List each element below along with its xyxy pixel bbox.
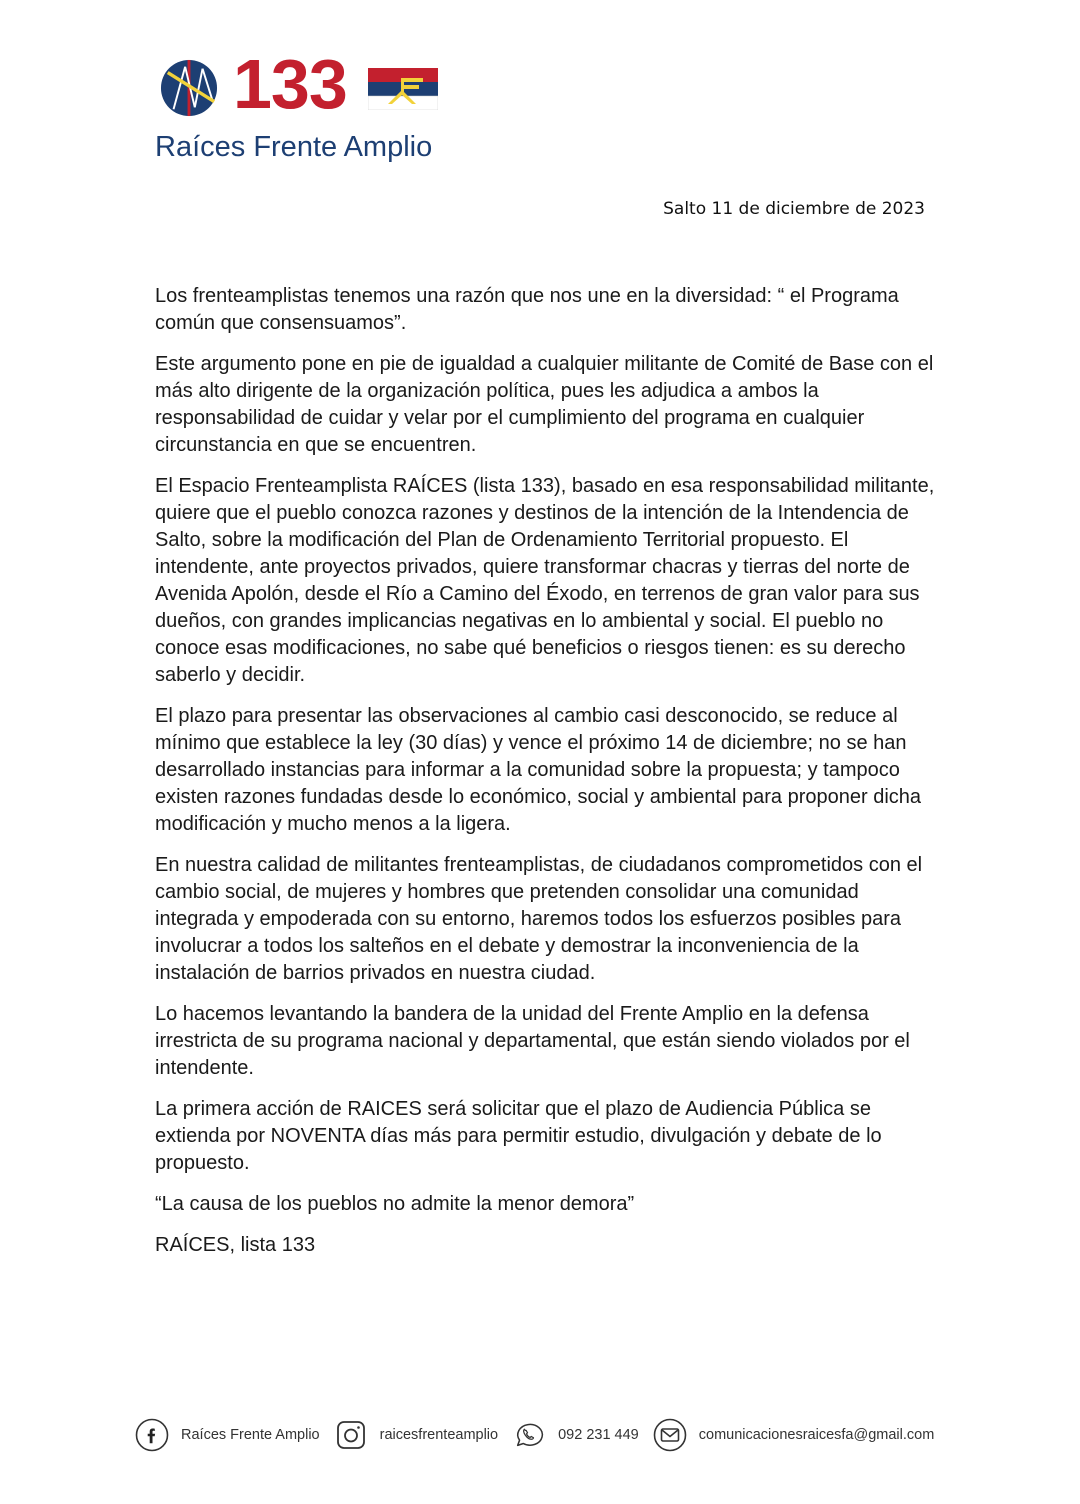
logo-emblem-icon [160,59,218,117]
paragraph: Este argumento pone en pie de igualdad a cualquier militante de Comité de Base con el más alto dirigente de la organización política, pues les adjudica a ambos la responsabilidad de cuidar y velar por el cumplimiento del programa en cualquier circunstancia en que se encuentren. [155,353,934,456]
whatsapp-icon [512,1418,546,1452]
instagram-label: raicesfrenteamplio [379,1427,499,1443]
whatsapp-label: 092 231 449 [558,1427,639,1443]
facebook-label: Raíces Frente Amplio [181,1427,320,1443]
list-number: 133 [233,45,347,123]
email-label: comunicacionesraicesfa@gmail.com [698,1427,935,1443]
letter-date: Salto 11 de diciembre de 2023 [663,199,925,219]
letter-body [155,283,935,1273]
contact-footer [135,1415,948,1455]
whatsapp-contact [512,1418,639,1452]
paragraph: El Espacio Frenteamplista RAÍCES (lista 133), basado en esa responsabilidad militante, quiere que el pueblo conozca razones y destinos de la intención de la Intendencia de Salto, sobre la modificación del Plan de Ordenamiento Territorial propuesto. El intendente, ante proyectos privados, quiere transformar chacras y tierras del norte de Avenida Apolón, desde el Río a Camino del Éxodo, en terrenos de gran valor para sus dueños, con grandes implicancias negativas en lo ambiental y social. El pueblo no conoce esas modificaciones, no sabe qué beneficios o riesgos tienen: es su derecho saberlo y decidir. [155,475,935,686]
email-contact [653,1418,935,1452]
paragraph: Lo hacemos levantando la bandera de la unidad del Frente Amplio en la defensa irrestricta de su programa nacional y departamental, que están siendo violados por el intendente. [155,1003,910,1079]
organization-name: Raíces Frente Amplio [155,131,433,163]
facebook-icon [135,1418,169,1452]
paragraph: El plazo para presentar las observaciones al cambio casi desconocido, se reduce al mínimo que establece la ley (30 días) y vence el próximo 14 de diciembre; no se han desarrollado instancias para informar a la comunidad sobre la propuesta; y tampoco existen razones fundadas desde lo económico, social y ambiental para proponer dicha modificación y mucho menos a la ligera. [155,705,922,835]
closing-quote: “La causa de los pueblos no admite la menor demora” [155,1193,635,1215]
paragraph: La primera acción de RAICES será solicitar que el plazo de Audiencia Pública se extienda por NOVENTA días más para permitir estudio, divulgación y debate de lo propuesto. [155,1098,882,1174]
instagram-contact [334,1418,498,1452]
email-icon [653,1418,687,1452]
instagram-icon [334,1418,368,1452]
signature: RAÍCES, lista 133 [155,1234,316,1256]
facebook-contact [135,1418,320,1452]
organization-logo [155,45,455,175]
paragraph: En nuestra calidad de militantes frenteamplistas, de ciudadanos comprometidos con el cambio social, de mujeres y hombres que pretenden consolidar una comunidad integrada y empoderada con su entorno, haremos todos los esfuerzos posibles para involucrar a todos los salteños en el debate y demostrar la inconveniencia de la instalación de barrios privados en nuestra ciudad. [155,854,923,984]
paragraph: Los frenteamplistas tenemos una razón que nos une en la diversidad: “ el Programa común que consensuamos”. [155,285,899,334]
flag-icon [368,68,438,110]
